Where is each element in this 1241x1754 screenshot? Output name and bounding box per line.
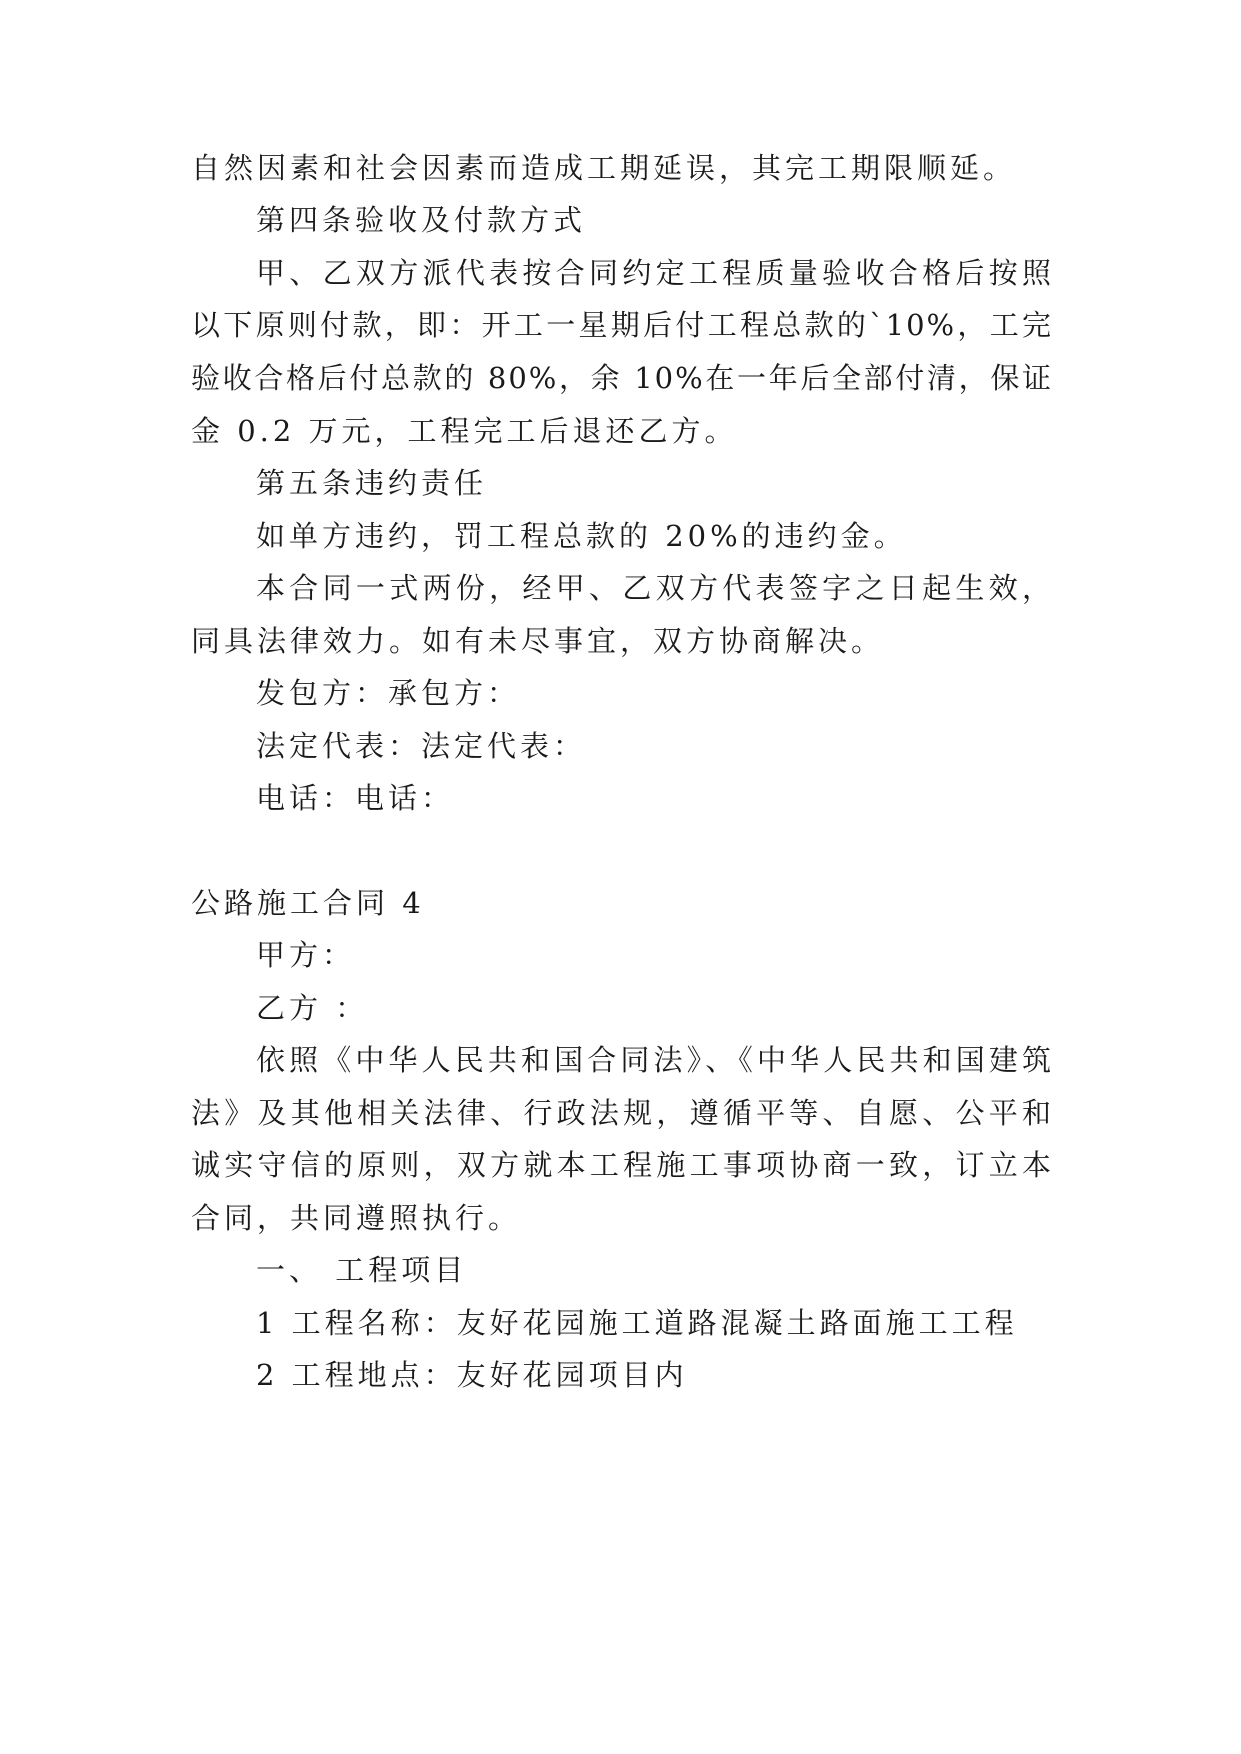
paragraph-line: 法》及其他相关法律、行政法规，遵循平等、自愿、公平和: [191, 1096, 1053, 1130]
article-heading: 第五条违约责任: [256, 466, 488, 500]
paragraph-line: 以下原则付款，即：开工一星期后付工程总款的`10%，工完: [191, 308, 1053, 342]
paragraph-line: 如单方违约，罚工程总款的 20%的违约金。: [256, 519, 907, 553]
signature-field: 法定代表：法定代表：: [256, 729, 587, 763]
list-item: 2 工程地点：友好花园项目内: [256, 1358, 688, 1392]
paragraph-line: 本合同一式两份，经甲、乙双方代表签字之日起生效，: [256, 571, 1053, 605]
section-title: 公路施工合同 4: [191, 886, 425, 920]
paragraph-line: 合同，共同遵照执行。: [191, 1201, 522, 1235]
paragraph-line: 同具法律效力。如有未尽事宜，双方协商解决。: [191, 624, 885, 658]
party-field: 乙方 ：: [256, 991, 369, 1025]
paragraph-line: 依照《中华人民共和国合同法》、《中华人民共和国建筑: [256, 1043, 1053, 1077]
subsection-heading: 一、 工程项目: [256, 1253, 468, 1287]
paragraph-line: 验收合格后付总款的 80%，余 10%在一年后全部付清，保证: [191, 361, 1053, 395]
paragraph-line: 金 0.2 万元，工程完工后退还乙方。: [191, 414, 738, 448]
list-item: 1 工程名称：友好花园施工道路混凝土路面施工工程: [256, 1306, 1018, 1340]
paragraph-line: 诚实守信的原则，双方就本工程施工事项协商一致，订立本: [191, 1148, 1053, 1182]
party-field: 甲方：: [256, 938, 356, 972]
signature-field: 发包方：承包方：: [256, 676, 521, 710]
article-heading: 第四条验收及付款方式: [256, 203, 587, 237]
paragraph-line: 甲、乙双方派代表按合同约定工程质量验收合格后按照: [256, 256, 1053, 290]
signature-field: 电话：电话：: [256, 781, 455, 815]
paragraph-line: 自然因素和社会因素而造成工期延误，其完工期限顺延。: [191, 151, 1017, 185]
